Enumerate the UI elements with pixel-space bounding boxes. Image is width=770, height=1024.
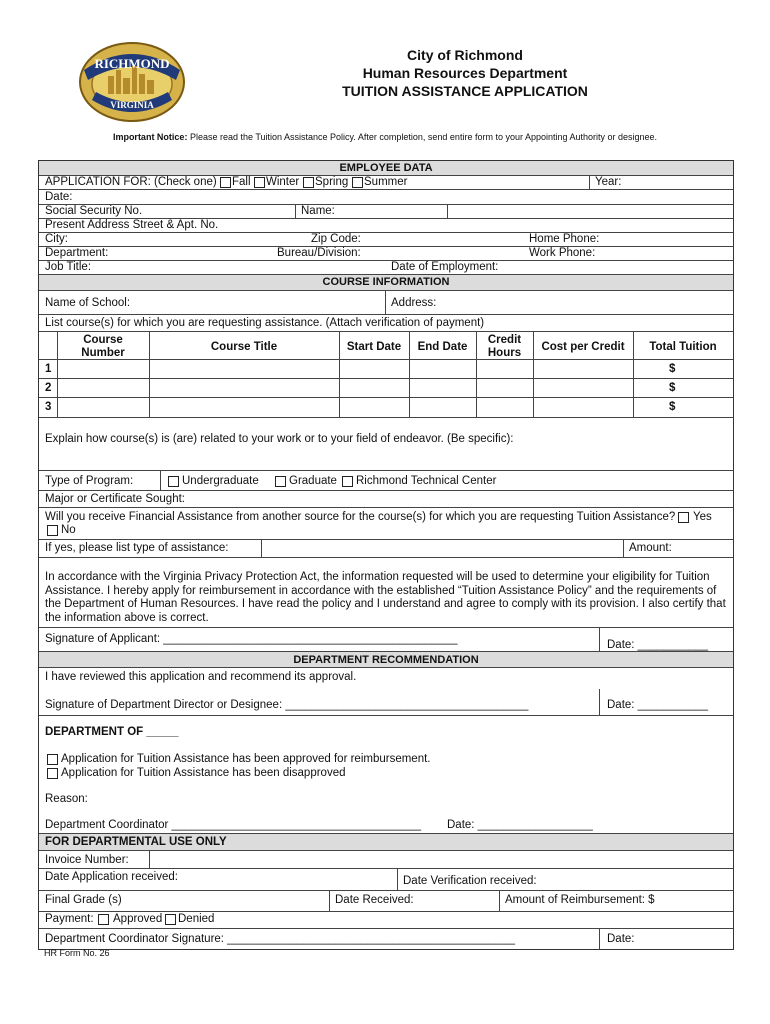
city-seal-logo: [78, 40, 186, 122]
date-received-label[interactable]: Date Received:: [335, 894, 414, 906]
financial-assistance-question: Will you receive Financial Assistance from another source for the course(s) for which you are requesting Tuition Assistance?: [45, 511, 676, 523]
school-address-label[interactable]: Address:: [391, 297, 437, 309]
employee-data-title: EMPLOYEE DATA: [339, 162, 433, 174]
applicant-date-label[interactable]: Date: ___________: [607, 639, 709, 651]
financial-yes-checkbox[interactable]: [678, 512, 689, 523]
city-name: City of Richmond: [407, 47, 523, 63]
technical-center-checkbox[interactable]: [342, 476, 353, 487]
payment-denied-checkbox[interactable]: [165, 914, 176, 925]
graduate-label: Graduate: [289, 475, 337, 487]
course-row-total[interactable]: $: [669, 382, 676, 394]
payment-approved-checkbox[interactable]: [98, 914, 109, 925]
reason-label[interactable]: Reason:: [45, 793, 88, 805]
course-row-total[interactable]: $: [669, 363, 676, 375]
reimbursement-label[interactable]: Amount of Reimbursement: $: [505, 894, 655, 906]
svg-text:RICHMOND: RICHMOND: [94, 56, 170, 71]
spring-checkbox[interactable]: [303, 177, 314, 188]
job-title-label[interactable]: Job Title:: [45, 261, 92, 273]
coordinator-label[interactable]: Department Coordinator _______________________________________: [45, 819, 421, 831]
address-label[interactable]: Present Address Street & Apt. No.: [45, 219, 219, 231]
course-row-number: 3: [45, 401, 52, 413]
employment-date-label[interactable]: Date of Employment:: [391, 261, 499, 273]
col-course-number: Course Number: [81, 334, 125, 359]
assistance-type-label[interactable]: If yes, please list type of assistance:: [45, 542, 229, 554]
technical-center-label: Richmond Technical Center: [356, 475, 497, 487]
undergraduate-checkbox[interactable]: [168, 476, 179, 487]
course-list-note: List course(s) for which you are requesting assistance. (Attach verification of payment): [45, 317, 485, 329]
col-start-date: Start Date: [346, 341, 402, 353]
col-course-title: Course Title: [210, 341, 278, 353]
city-label[interactable]: City:: [45, 233, 68, 245]
col-end-date: End Date: [417, 341, 468, 353]
course-row-number: 1: [45, 363, 52, 375]
final-grade-label[interactable]: Final Grade (s): [45, 894, 122, 906]
school-label[interactable]: Name of School:: [45, 297, 131, 309]
spring-label: Spring: [315, 176, 349, 188]
coordinator-signature-label[interactable]: Department Coordinator Signature: _____________________________________________: [45, 933, 515, 945]
course-row-number: 2: [45, 382, 52, 394]
director-date-label[interactable]: Date: ___________: [607, 699, 709, 711]
approved-label: Application for Tuition Assistance has been approved for reimbursement.: [61, 753, 431, 765]
course-info-title: COURSE INFORMATION: [322, 276, 450, 288]
fall-label: Fall: [232, 176, 251, 188]
ssn-label[interactable]: Social Security No.: [45, 205, 143, 217]
reviewed-statement: I have reviewed this application and recommend its approval.: [45, 671, 357, 683]
disapproved-checkbox[interactable]: [47, 768, 58, 779]
payment-approved-label: Approved: [113, 913, 163, 925]
financial-no-checkbox[interactable]: [47, 525, 58, 536]
payment-denied-label: Denied: [178, 913, 215, 925]
home-phone-label[interactable]: Home Phone:: [529, 233, 600, 245]
important-notice: Important Notice: Please read the Tuition Assistance Policy. After completion, send entire form to your Appointing Authority or designee.: [112, 132, 658, 142]
summer-label: Summer: [364, 176, 408, 188]
director-signature-label[interactable]: Signature of Department Director or Designee: ______________________________________: [45, 699, 529, 711]
financial-yes-label: Yes: [693, 511, 712, 523]
applicant-signature-label[interactable]: Signature of Applicant: ______________________________________________: [45, 633, 458, 645]
coordinator-date-label[interactable]: Date: __________________: [447, 819, 593, 831]
amount-label[interactable]: Amount:: [629, 542, 672, 554]
date-app-received-label[interactable]: Date Application received:: [45, 871, 178, 883]
department-label[interactable]: Department:: [45, 247, 109, 259]
undergraduate-label: Undergraduate: [182, 475, 259, 487]
bureau-label[interactable]: Bureau/Division:: [277, 247, 361, 259]
year-label[interactable]: Year:: [595, 176, 622, 188]
form-header: [230, 46, 700, 100]
course-row-total[interactable]: $: [669, 401, 676, 413]
date-verification-label[interactable]: Date Verification received:: [403, 875, 537, 887]
dept-recommendation-title: DEPARTMENT RECOMMENDATION: [293, 654, 479, 666]
svg-text:VIRGINIA: VIRGINIA: [110, 100, 154, 110]
graduate-checkbox[interactable]: [275, 476, 286, 487]
winter-label: Winter: [266, 176, 300, 188]
zip-label[interactable]: Zip Code:: [311, 233, 361, 245]
application-for-label: APPLICATION FOR: (Check one): [45, 176, 217, 188]
col-total-tuition: Total Tuition: [649, 341, 717, 353]
payment-label: Payment:: [45, 913, 94, 925]
coordinator-signature-date[interactable]: Date:: [607, 933, 635, 945]
col-cost-per-credit: Cost per Credit: [541, 341, 625, 353]
disapproved-label: Application for Tuition Assistance has been disapproved: [61, 767, 346, 779]
explain-label[interactable]: Explain how course(s) is (are) related to your work or to your field of endeavor. (Be specific):: [45, 433, 514, 445]
summer-checkbox[interactable]: [352, 177, 363, 188]
program-type-label: Type of Program:: [45, 475, 134, 487]
work-phone-label[interactable]: Work Phone:: [529, 247, 596, 259]
fall-checkbox[interactable]: [220, 177, 231, 188]
form-number: HR Form No. 26: [44, 948, 110, 958]
winter-checkbox[interactable]: [254, 177, 265, 188]
invoice-label[interactable]: Invoice Number:: [45, 854, 129, 866]
major-label[interactable]: Major or Certificate Sought:: [45, 493, 185, 505]
col-credit-hours: Credit Hours: [487, 334, 522, 359]
name-label[interactable]: Name:: [301, 205, 335, 217]
department-name: Human Resources Department: [362, 65, 568, 81]
form-title: TUITION ASSISTANCE APPLICATION: [342, 83, 588, 99]
department-of-label[interactable]: DEPARTMENT OF _____: [45, 726, 179, 738]
dept-use-title: FOR DEPARTMENTAL USE ONLY: [45, 836, 227, 848]
privacy-statement: In accordance with the Virginia Privacy Protection Act, the information requested will be used to determine your eligibility for Tuition Assistance. I hereby apply for reimbursement in accordance with the established “Tuition Assistance Policy” and the requirements of the Department of Human Resources. I have read the policy and I understand and agree to comply with its provision. I also certify that the information above is correct.: [45, 571, 726, 624]
approved-checkbox[interactable]: [47, 754, 58, 765]
financial-no-label: No: [61, 524, 76, 536]
application-form: [38, 160, 734, 950]
date-label[interactable]: Date:: [45, 191, 73, 203]
